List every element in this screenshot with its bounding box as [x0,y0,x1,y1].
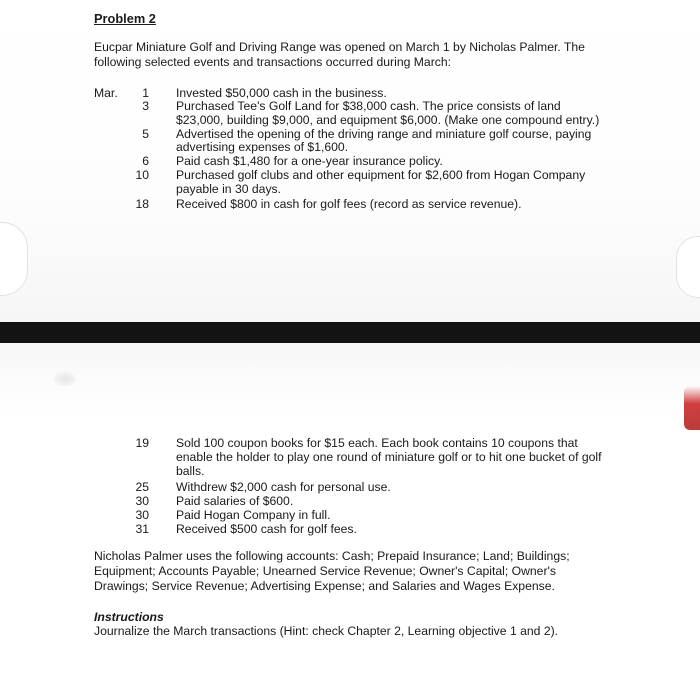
problem-title: Problem 2 [94,11,156,26]
transaction-day: 10 [135,168,149,182]
accounts-line-1: Nicholas Palmer uses the following accounts: Cash; Prepaid Insurance; Land; Buildings; [94,549,570,563]
transaction-text: enable the holder to play one round of miniature golf or to hit one bucket of golf [176,450,602,464]
accounts-line-2: Equipment; Accounts Payable; Unearned Service Revenue; Owner's Capital; Owner's [94,564,556,578]
transaction-text: Sold 100 coupon books for $15 each. Each book contains 10 coupons that [176,436,578,450]
intro-line-1: Eucpar Miniature Golf and Driving Range was opened on March 1 by Nicholas Palmer. The [94,40,585,54]
transaction-day: 3 [142,99,149,113]
transaction-day: 30 [135,508,149,522]
transaction-day: 31 [135,522,149,536]
right-edge-shadow [676,236,700,298]
transaction-day: 5 [142,127,149,141]
transaction-text: Paid cash $1,480 for a one-year insurance policy. [176,154,443,168]
intro-line-2: following selected events and transactions occurred during March: [94,55,452,69]
red-edge-mark [684,386,700,430]
transaction-day: 25 [135,480,149,494]
transaction-text: Purchased golf clubs and other equipment for $2,600 from Hogan Company [176,168,586,182]
dark-separator-bar [0,322,700,343]
month-label: Mar. [94,86,118,100]
transaction-text: Received $800 in cash for golf fees (record as service revenue). [176,197,522,211]
transaction-day: 1 [142,86,149,100]
transaction-text: Paid salaries of $600. [176,494,294,508]
transaction-text: Advertised the opening of the driving range and miniature golf course, paying [176,127,592,141]
smudge-mark [54,372,76,386]
transaction-text: advertising expenses of $1,600. [176,140,349,154]
transaction-text: payable in 30 days. [176,182,282,196]
transaction-day: 30 [135,494,149,508]
transaction-day: 6 [142,154,149,168]
transaction-text: Received $500 cash for golf fees. [176,522,357,536]
transaction-text: $23,000, building $9,000, and equipment $6,000. (Make one compound entry.) [176,113,600,127]
transaction-text: Withdrew $2,000 cash for personal use. [176,480,391,494]
transaction-day: 19 [135,436,149,450]
transaction-day: 18 [135,197,149,211]
instructions-text: Journalize the March transactions (Hint: check Chapter 2, Learning objective 1 and 2). [94,624,559,638]
transaction-text: Paid Hogan Company in full. [176,508,331,522]
transaction-text: Invested $50,000 cash in the business. [176,86,387,100]
instructions-heading: Instructions [94,610,164,624]
transaction-text: balls. [176,464,205,478]
accounts-line-3: Drawings; Service Revenue; Advertising Expense; and Salaries and Wages Expense. [94,579,555,593]
transaction-text: Purchased Tee's Golf Land for $38,000 cash. The price consists of land [176,99,561,113]
